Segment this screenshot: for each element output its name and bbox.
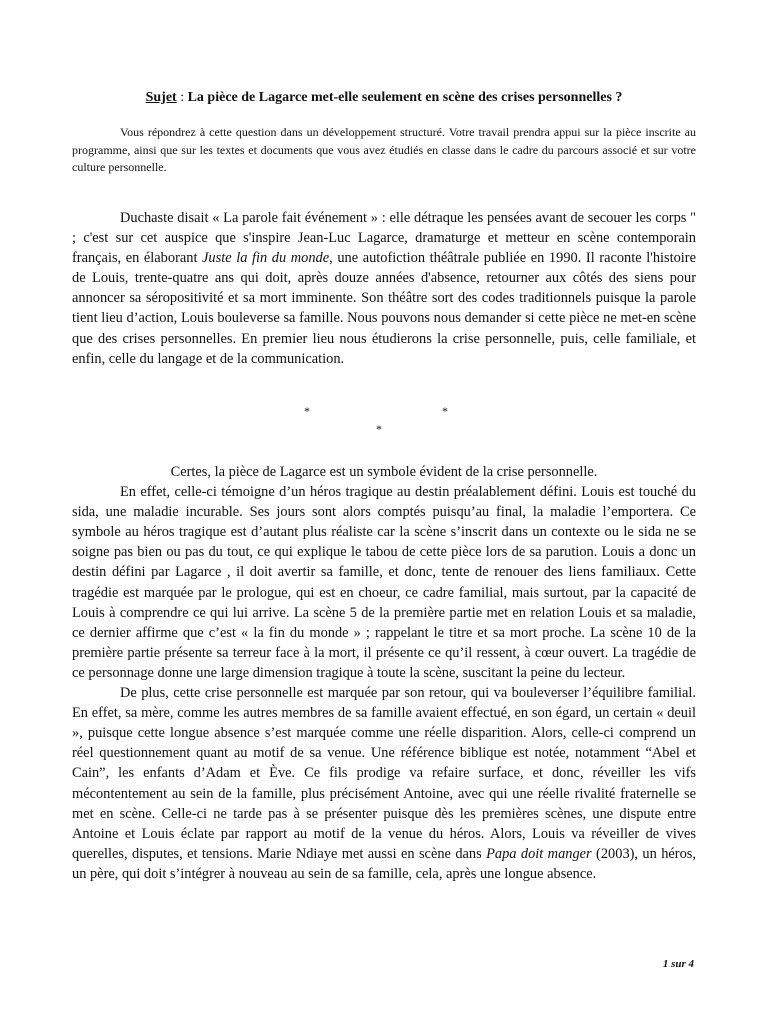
- section-separator: [72, 402, 696, 442]
- paragraph-2-text-before-title: De plus, cette crise personnelle est marquée par son retour, qui va bouleverser l’équilibre familial. En effet, sa mère, comme les autres membres de sa famille avaient effectué, en son égard, un certain « deuil », puisque cette longue absence s’est marquée comme une réelle disparition. Alors, celle-ci comprend un réel questionnement quant au motif de sa venue. Une référence biblique est notée, notamment “Abel et Cain”, les enfants d’Adam et Ève. Ce fils prodige va refaire surface, et donc, réveiller les vifs mécontentement au sein de la famille, plus précisément Antoine, avec qui une réelle rivalité fraternelle se met en scène. Celle-ci ne tarde pas à se présenter puisque dès les premières scènes, une dispute entre Antoine et Louis éclate par rapport au motif de la venue du héros. Alors, Louis va réveiller de vives querelles, disputes, et tensions. Marie Ndiaye met aussi en scène dans: [72, 685, 696, 862]
- part-one: [72, 462, 696, 884]
- part-one-paragraph-2: [72, 683, 696, 884]
- instructions-text: Vous répondrez à cette question dans un développement structuré. Votre travail prendra appui sur la pièce inscrite au programme, ainsi que sur les textes et documents que vous avez étudiés en classe dans le cadre du parcours associé et sur votre culture personnelle.: [72, 125, 696, 174]
- intro-work-title: Juste la fin du monde: [202, 250, 330, 267]
- intro-paragraph: [72, 208, 696, 369]
- paragraph-2-work-title: Papa doit manger: [486, 845, 592, 862]
- subject-heading: [72, 90, 696, 106]
- part-one-heading: Certes, la pièce de Lagarce est un symbole évident de la crise personnelle.: [170, 464, 598, 480]
- part-one-paragraph-1: En effet, celle-ci témoigne d’un héros tragique au destin préalablement défini. Louis est touché du sida, une maladie incurable. Ses jours sont alors comptés puisqu’au final, la maladie l’emportera. Ce symbole au héros tragique est d’autant plus réaliste car la scène s’inscrit dans un contexte ou le sida ne se soigne pas bien ou pas du tout, ce qui explique le tabou de cette pièce lors de sa parution. Louis a donc un destin défini par Lagarce , il doit avertir sa famille, et donc, tente de renouer des liens familiaux. Cette tragédie est marquée par le prologue, qui est en choeur, ce cadre familial, mais surtout, par la capacité de Louis à comprendre ce qui lui arrive. La scène 5 de la première partie met en relation Louis et sa maladie, ce dernier affirme que c’est « la fin du monde » ; rappelant le titre et sa mort proche. La scène 10 de la première partie présente sa terreur face à la mort, il présente ce qu’il ressent, à cœur ouvert. La tragédie de ce personnage donne une large dimension tragique à toute la scène, suscitant la peine du lecteur.: [72, 484, 696, 681]
- subject-question: La pièce de Lagarce met-elle seulement en scène des crises personnelles ?: [187, 90, 623, 105]
- separator-star: *: [304, 404, 310, 418]
- page-number: 1 sur 4: [662, 958, 694, 970]
- subject-label: Sujet: [145, 90, 177, 105]
- separator-star: *: [376, 422, 382, 436]
- subject-separator: :: [176, 90, 188, 105]
- introduction: [72, 208, 696, 369]
- separator-star: *: [442, 404, 448, 418]
- intro-text-after-title: , une autofiction théâtrale publiée en 1990. Il raconte l'histoire de Louis, trente-quatre ans qui doit, après douze années d'absence, retourner aux côtés des siens pour annoncer sa séropositivité et sa mort imminente. Son théâtre sort des codes traditionnels puisque la parole tient lieu d’action, Louis bouleverse sa famille. Nous pouvons nous demander si cette pièce ne met-en scène que des crises personnelles. En premier lieu nous étudierons la crise personnelle, puis, celle familiale, et enfin, celle du langage et de la communication.: [72, 250, 696, 367]
- intro-text-before-title: Duchaste disait « La parole fait événement » : elle détraque les pensées avant de secouer les corps " ; c'est sur cet auspice que s'inspire Jean-Luc Lagarce, dramaturge et metteur en scène contemporain français, en élaborant: [72, 210, 696, 267]
- instructions-paragraph: [72, 124, 696, 177]
- paragraph-2-text-after-title: (2003), un héros, un père, qui doit s’intégrer à nouveau au sein de sa famille, cela, après une longue absence.: [72, 845, 696, 882]
